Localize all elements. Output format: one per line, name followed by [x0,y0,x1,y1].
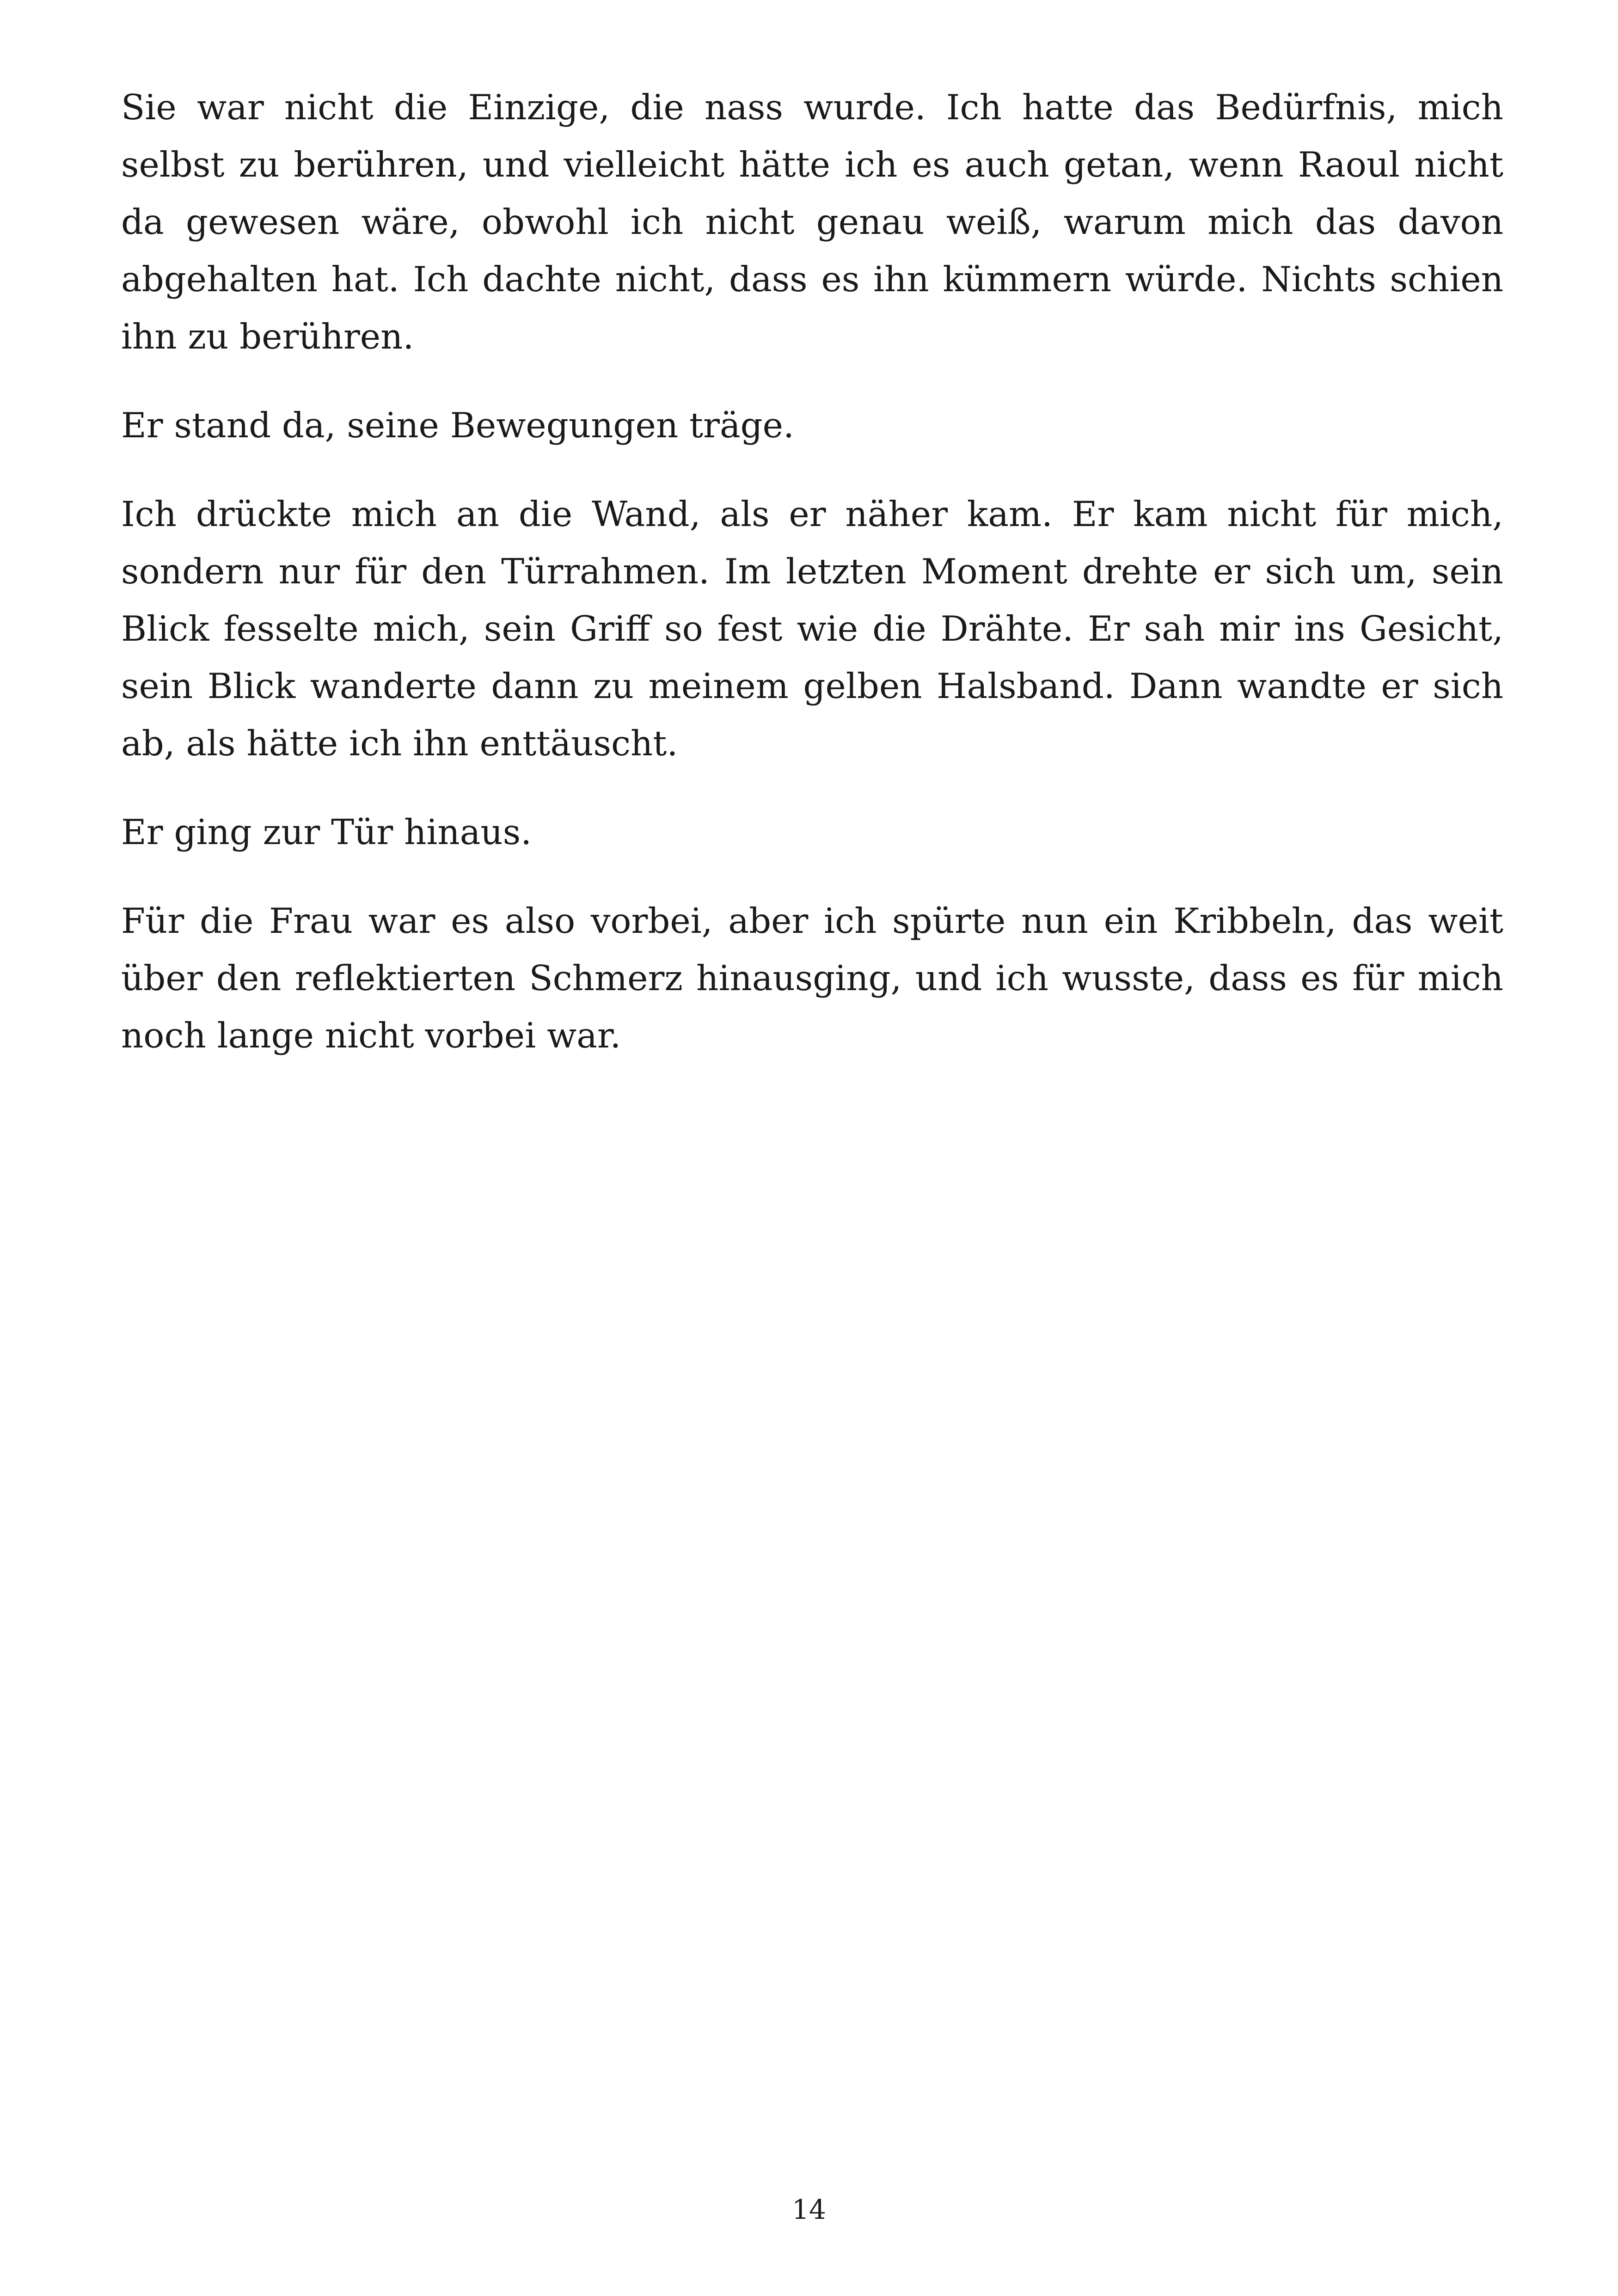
paragraph-1: Sie war nicht die Einzige, die nass wurde. Ich hatte das Bedürfnis, mich selbst zu berühren, und vielleicht hätte ich es auch getan, wenn Raoul nicht da gewesen wäre, obwohl ich nicht genau weiß, warum mich das davon abgehalten hat. Ich dachte nicht, dass es ihn kümmern würde. Nichts schien ihn zu berühren. [121,87,1503,357]
body-text [121,79,1503,1096]
paragraph-5: Für die Frau war es also vorbei, aber ich spürte nun ein Kribbeln, das weit über den reflektierten Schmerz hinausging, und ich wusste, dass es für mich noch lange nicht vorbei war. [121,900,1503,1056]
paragraph-3: Ich drückte mich an die Wand, als er näher kam. Er kam nicht für mich, sondern nur für den Türrahmen. Im letzten Moment drehte er sich um, sein Blick fesselte mich, sein Griff so fest wie die Drähte. Er sah mir ins Gesicht, sein Blick wanderte dann zu meinem gelben Halsband. Dann wandte er sich ab, als hätte ich ihn enttäuscht. [121,494,1503,764]
page-number: 14 [792,2194,826,2225]
paragraph-4: Er ging zur Tür hinaus. [121,812,532,852]
paragraph-2: Er stand da, seine Bewegungen träge. [121,405,794,446]
